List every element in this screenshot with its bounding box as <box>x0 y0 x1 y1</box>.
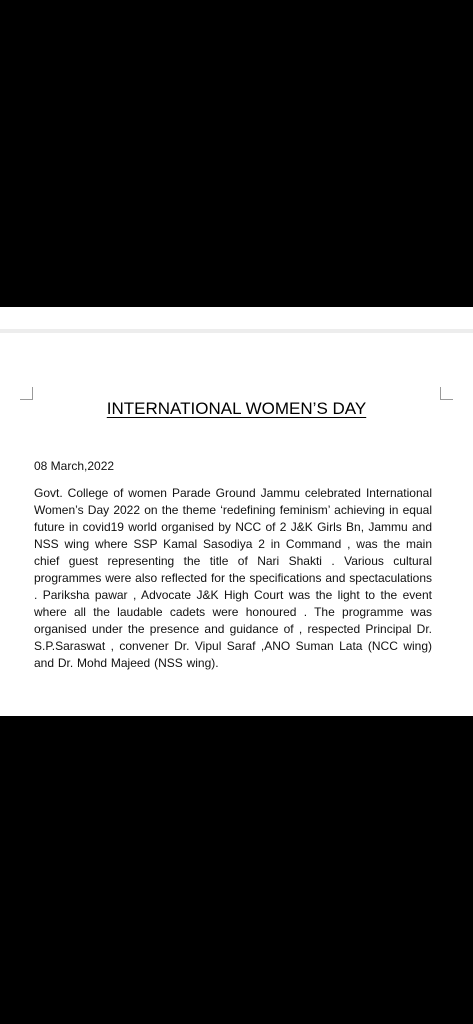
page-separator <box>0 329 473 333</box>
viewer-background-bottom <box>0 716 473 1024</box>
document-date: 08 March,2022 <box>34 459 115 473</box>
document-page[interactable] <box>0 307 473 716</box>
document-title: INTERNATIONAL WOMEN’S DAY <box>106 399 367 418</box>
viewer-background-top <box>0 0 473 307</box>
document-body-paragraph: Govt. College of women Parade Ground Jammu celebrated International Women’s Day 2022 on the theme ‘redefining feminism’ achieving in equal future in covid19 world organised by NCC of 2 J&K Girls Bn, Jammu and NSS wing where SSP Kamal Sasodiya 2 in Command , was the main chief guest representing the title of Nari Shakti . Various cultural programmes were also reflected for the specifications and spectaculations . Pariksha pawar , Advocate J&K High Court was the light to the event where all the laudable cadets were honoured . The programme was organised under the presence and guidance of , respected Principal Dr. S.P.Saraswat , convener Dr. Vipul Saraf ,ANO Suman Lata (NCC wing) and Dr. Mohd Majeed (NSS wing). <box>34 486 432 670</box>
